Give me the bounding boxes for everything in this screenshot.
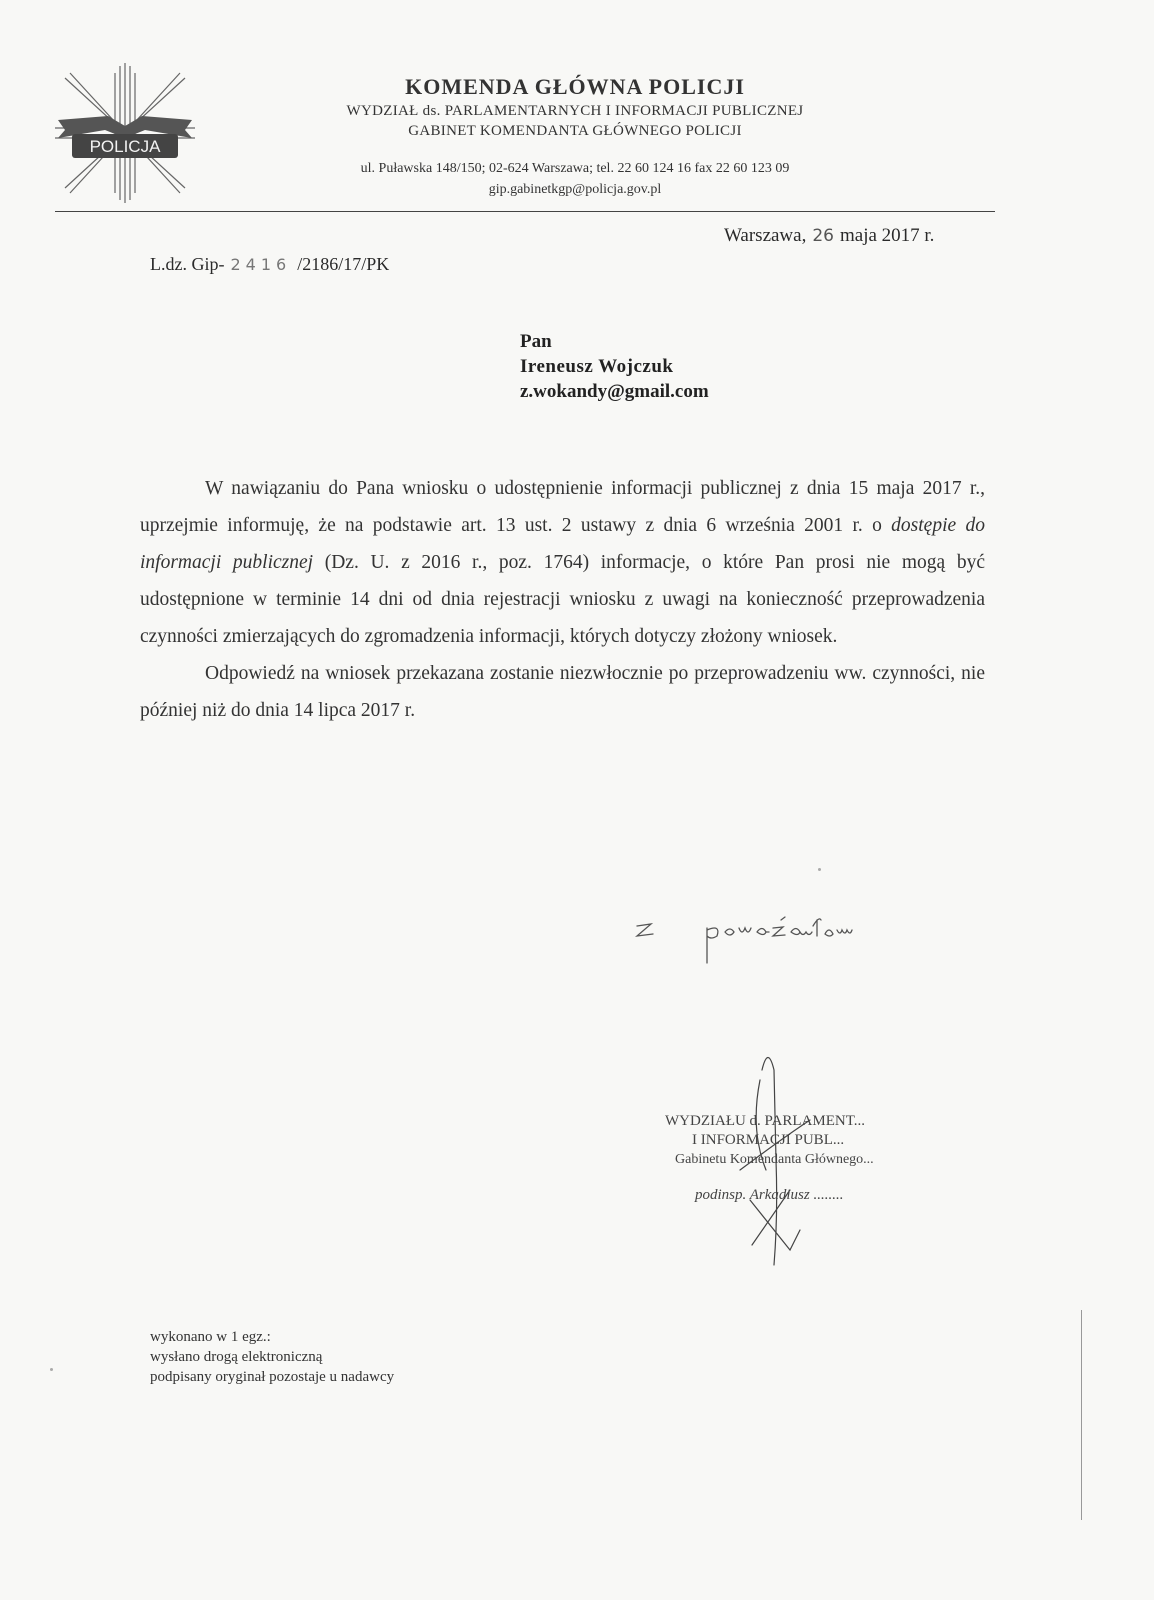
recipient-name: Ireneusz Wojczuk [520,356,674,377]
institution-title: KOMENDA GŁÓWNA POLICJI [405,74,745,99]
footer-line-3: podpisany oryginał pozostaje u nadawcy [150,1369,395,1385]
handwritten-ref-number: 2416 [230,255,292,274]
stamp-line-1: WYDZIAŁU d. PARLAMENT... [665,1113,865,1129]
recipient-email: z.wokandy@gmail.com [520,381,709,402]
police-star-logo-icon [50,58,200,208]
header-email: gip.gabinetkgp@policja.gov.pl [488,182,662,197]
p1-end: (Dz. U. z 2016 r., poz. 1764) informacje, o które Pan prosi nie mogą być udostępnione w terminie 14 dni od dnia rejestracji wniosku z uwagi na konieczność przeprowadzenia czynności zmierzających do zgromadzenia informacji, których dotyczy złożony wniosek. [140,552,985,647]
scan-speck [50,1368,53,1371]
body-paragraph-2: Odpowiedź na wniosek przekazana zostanie niezwłocznie po przeprowadzeniu ww. czynności, nie później niż do dnia 14 lipca 2017 r. [140,663,985,721]
header-divider [55,211,995,212]
place-date-prefix: Warszawa, [724,225,807,246]
body-paragraph-1 [140,470,985,655]
handwritten-closing-signature [625,908,905,968]
reference-prefix: L.dz. Gip- [150,254,225,274]
reference-suffix: /2186/17/PK [297,254,390,274]
recipient-salutation: Pan [520,331,552,352]
p1-start: W nawiązaniu do Pana wniosku o udostępnienie informacji publicznej z dnia 15 maja 2017 r., uprzejmie informuję, że na podstawie art. 13 ust. 2 ustawy z dnia 6 września 2001 r. o [140,478,985,536]
scan-speck [818,868,821,871]
scan-artifact-line [1081,1310,1082,1520]
footer-notes [150,1327,394,1387]
place-date-suffix: maja 2017 r. [839,225,935,246]
stamp-line-4: podinsp. Arkadiusz ........ [695,1187,844,1203]
stamp-line-3: Gabinetu Komendanta Głównego... [675,1152,874,1167]
footer-line-1: wykonano w 1 egz.: [150,1329,271,1345]
footer-line-2: wysłano drogą elektroniczną [150,1349,323,1365]
signature-stamp [665,1112,874,1205]
act-title: dostępie do informacji publicznej [140,515,985,573]
place-date [724,225,934,247]
reference-number [150,254,389,275]
handwritten-day: 26 [812,226,834,246]
logo-label: POLICJA [89,137,161,156]
stamp-line-2: I INFORMACJI PUBL... [692,1132,845,1148]
office-line: GABINET KOMENDANTA GŁÓWNEGO POLICJI [408,123,742,139]
letter-body [140,470,985,729]
postal-address: ul. Puławska 148/150; 02-624 Warszawa; tel. 22 60 124 16 fax 22 60 123 09 [360,161,790,176]
department-line: WYDZIAŁ ds. PARLAMENTARNYCH I INFORMACJI PUBLICZNEJ [346,103,804,119]
